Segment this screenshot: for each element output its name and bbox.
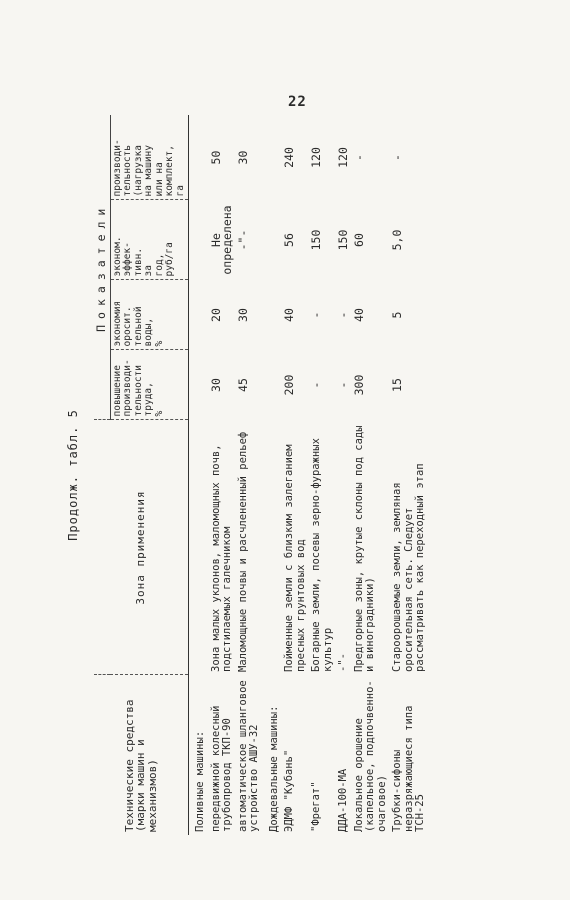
indicator-value-cell: 15 — [390, 378, 404, 392]
section-row — [189, 115, 209, 835]
indicator-value-cell: 60 — [351, 233, 366, 247]
indicator-value-cell: - — [336, 381, 350, 389]
machine-cell: передвижной колесный трубопровод ТКП-90 — [209, 705, 233, 832]
indicator-value-cell: 30 — [235, 308, 250, 322]
header-water-saving: экономия оросит. тельной воды, % — [110, 280, 189, 350]
indicators-table — [94, 115, 429, 835]
page-number: 22 — [288, 94, 307, 110]
indicator-value-cell: 240 — [282, 147, 296, 168]
indicator-value-cell — [189, 280, 209, 350]
machine-cell: Дождевальные машины: — [267, 705, 280, 832]
zone-cell — [263, 420, 283, 675]
indicator-value-cell: - — [351, 154, 366, 161]
header-economic-effect: эконом. эффек- тивн. за год, руб/га — [110, 200, 189, 280]
machine-cell: ЭДМФ "Кубань" — [283, 749, 295, 832]
indicator-value-cell: 120 — [336, 147, 350, 168]
indicator-value-cell: 40 — [351, 308, 366, 322]
indicator-value-cell: 200 — [282, 374, 296, 396]
table-row — [309, 115, 336, 835]
indicator-value-cell: 40 — [282, 308, 296, 322]
indicator-value-cell — [189, 350, 209, 420]
table-row — [236, 115, 263, 835]
indicator-value-cell — [189, 200, 209, 280]
zone-cell: -"- — [337, 653, 349, 672]
header-labor-productivity: повышение производи- тельности труда, % — [110, 350, 189, 420]
table-row — [390, 115, 429, 835]
indicator-value-cell: 150 — [309, 229, 323, 251]
indicator-value-cell: 50 — [208, 150, 223, 165]
indicator-value-cell: 30 — [208, 378, 223, 392]
indicator-value-cell — [263, 200, 283, 280]
zone-cell: Пойменные земли с близким залеганием пресных грунтовых вод — [283, 444, 307, 672]
indicator-value-cell: 150 — [336, 229, 350, 251]
indicator-value-cell: - — [309, 311, 323, 319]
indicator-value-cell — [263, 280, 283, 350]
machine-cell: Трубки-сифоны неразряжающиеся типа ТСН-25 — [391, 705, 426, 832]
indicator-value-cell: -"- — [235, 229, 250, 251]
zone-cell: Предгорные зоны, крутые склоны под сады и виноградники) — [352, 425, 376, 672]
header-productivity-load: производи- тельность (нагрузка на машину или на комплект, га — [110, 115, 189, 200]
indicator-value-cell: - — [309, 381, 323, 389]
indicator-value-cell — [263, 350, 283, 420]
machine-cell: Поливные машины: — [194, 730, 206, 832]
table-row — [336, 115, 352, 835]
indicator-value-cell: - — [390, 154, 404, 161]
machine-cell: ДДА-100-МА — [337, 768, 349, 832]
machine-cell: Локальное орошение (капельное, подпочвенно-очаговое) — [352, 680, 388, 832]
header-tech-means: Технические средства (марки машин и механизмов) — [94, 675, 189, 835]
indicator-value-cell: 120 — [309, 147, 323, 168]
indicator-value-cell: - — [336, 311, 350, 319]
zone-cell: Богарные земли, посевы зерно-фуражных культур — [310, 438, 334, 672]
table-row — [209, 115, 236, 835]
zone-cell — [189, 420, 209, 675]
zone-cell: Маломощные почвы и расчлененный рельеф — [236, 431, 249, 672]
indicator-value-cell: 45 — [235, 378, 250, 392]
indicator-value-cell: Не определена — [208, 205, 234, 275]
machine-cell: автоматическое шланговое устройство АШУ-32 — [236, 680, 260, 832]
machine-cell: "Фрегат" — [310, 781, 322, 832]
header-zone: Зона применения — [94, 420, 189, 675]
indicator-value-cell: 30 — [235, 150, 250, 165]
rotated-page-content — [60, 105, 550, 845]
indicator-value-cell — [189, 115, 209, 200]
indicator-value-cell: 300 — [351, 374, 366, 396]
zone-cell: Староорошаемые земли, земляная оросительная сеть. Следует рассматривать как переходный этап — [391, 463, 426, 672]
table-continuation-caption: Продолж. табл. 5 — [66, 409, 80, 541]
indicator-value-cell: 5 — [390, 311, 404, 319]
indicator-value-cell: 5,0 — [390, 229, 404, 251]
table-body — [189, 115, 429, 835]
header-indicators-group: Показатели — [94, 115, 110, 420]
zone-cell: Зона малых уклонов, маломощных почв, подстилаемых галечником — [209, 444, 233, 672]
section-row — [263, 115, 283, 835]
indicator-value-cell — [263, 115, 283, 200]
indicator-value-cell: 56 — [282, 233, 296, 247]
table-row — [282, 115, 309, 835]
indicator-value-cell: 20 — [208, 308, 223, 322]
table-row — [352, 115, 391, 835]
